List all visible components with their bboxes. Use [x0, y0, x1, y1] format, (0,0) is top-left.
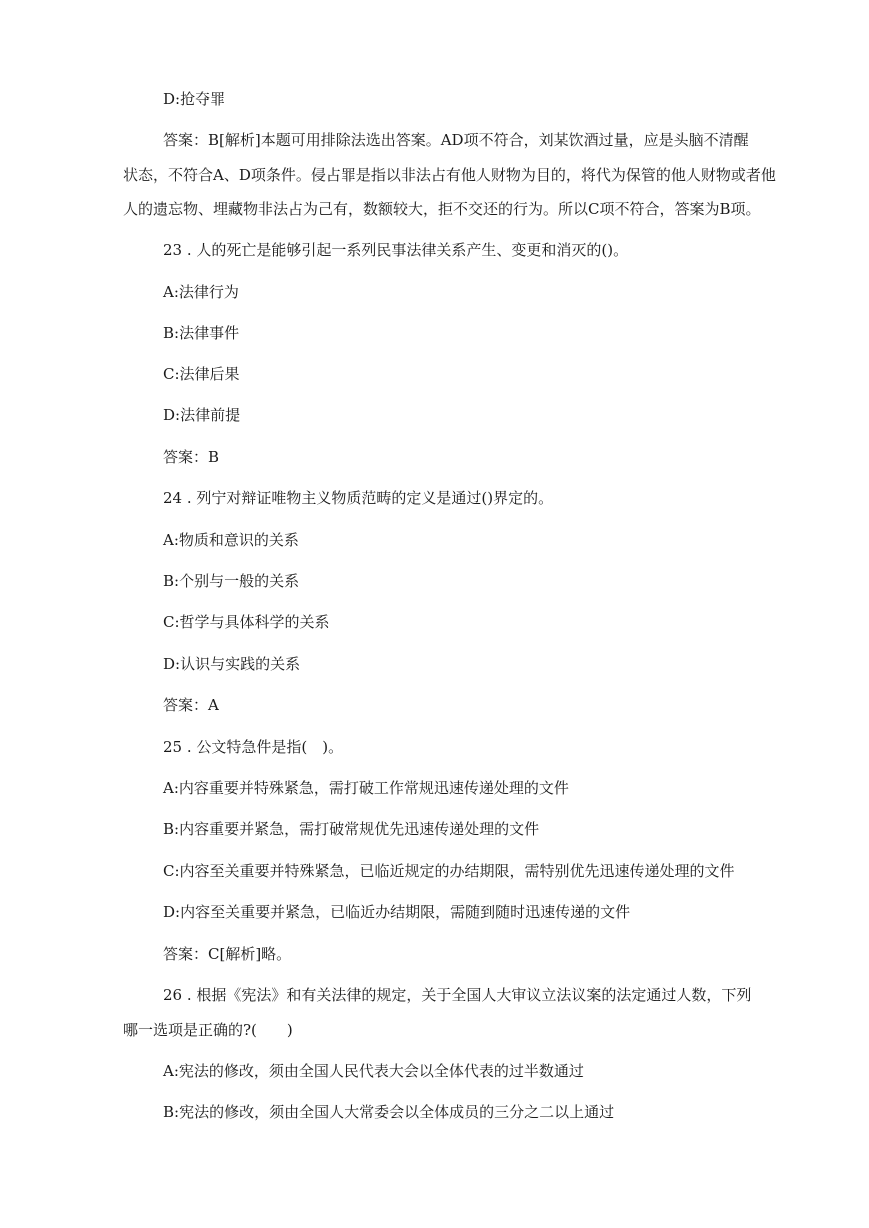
option-a-q26: A:宪法的修改，须由全国人民代表大会以全体代表的过半数通过: [163, 1062, 584, 1080]
answer-q24: 答案：A: [163, 696, 219, 714]
option-c-q25: C:内容至关重要并特殊紧急，已临近规定的办结期限，需特别优先迅速传递处理的文件: [163, 862, 735, 880]
option-d-q23: D:法律前提: [163, 406, 241, 424]
option-a-q23: A:法律行为: [163, 283, 239, 301]
answer-q23: 答案：B: [163, 448, 220, 466]
option-b-q23: B:法律事件: [163, 324, 240, 342]
option-b-q24: B:个别与一般的关系: [163, 572, 300, 590]
option-d-q25: D:内容至关重要并紧急，已临近办结期限，需随到随时迅速传递的文件: [163, 903, 631, 921]
answer-q25: 答案：C[解析]略。: [163, 945, 292, 963]
question-26-line2: 哪一选项是正确的?( ): [123, 1021, 293, 1039]
question-24: 24 . 列宁对辩证唯物主义物质范畴的定义是通过()界定的。: [163, 489, 554, 507]
option-a-q24: A:物质和意识的关系: [163, 531, 299, 549]
option-d-q22: D:抢夺罪: [163, 90, 226, 108]
question-26: 26 . 根据《宪法》和有关法律的规定，关于全国人大审议立法议案的法定通过人数，下列: [163, 986, 752, 1004]
option-d-q24: D:认识与实践的关系: [163, 655, 301, 673]
option-c-q24: C:哲学与具体科学的关系: [163, 613, 330, 631]
answer-q22-line2: 状态，不符合A、D项条件。侵占罪是指以非法占有他人财物为目的，将代为保管的他人财物或者他: [123, 166, 776, 184]
option-c-q23: C:法律后果: [163, 365, 240, 383]
answer-q22-line3: 人的遗忘物、埋藏物非法占为己有，数额较大，拒不交还的行为。所以C项不符合，答案为B项。: [123, 200, 761, 218]
answer-q22: 答案：B[解析]本题可用排除法选出答案。AD项不符合，刘某饮酒过量，应是头脑不清醒: [163, 131, 749, 149]
option-b-q26: B:宪法的修改，须由全国人大常委会以全体成员的三分之二以上通过: [163, 1103, 615, 1121]
option-a-q25: A:内容重要并特殊紧急，需打破工作常规迅速传递处理的文件: [163, 779, 569, 797]
question-25: 25 . 公文特急件是指( )。: [163, 738, 344, 756]
question-23: 23 . 人的死亡是能够引起一系列民事法律关系产生、变更和消灭的()。: [163, 241, 629, 259]
option-b-q25: B:内容重要并紧急，需打破常规优先迅速传递处理的文件: [163, 820, 540, 838]
